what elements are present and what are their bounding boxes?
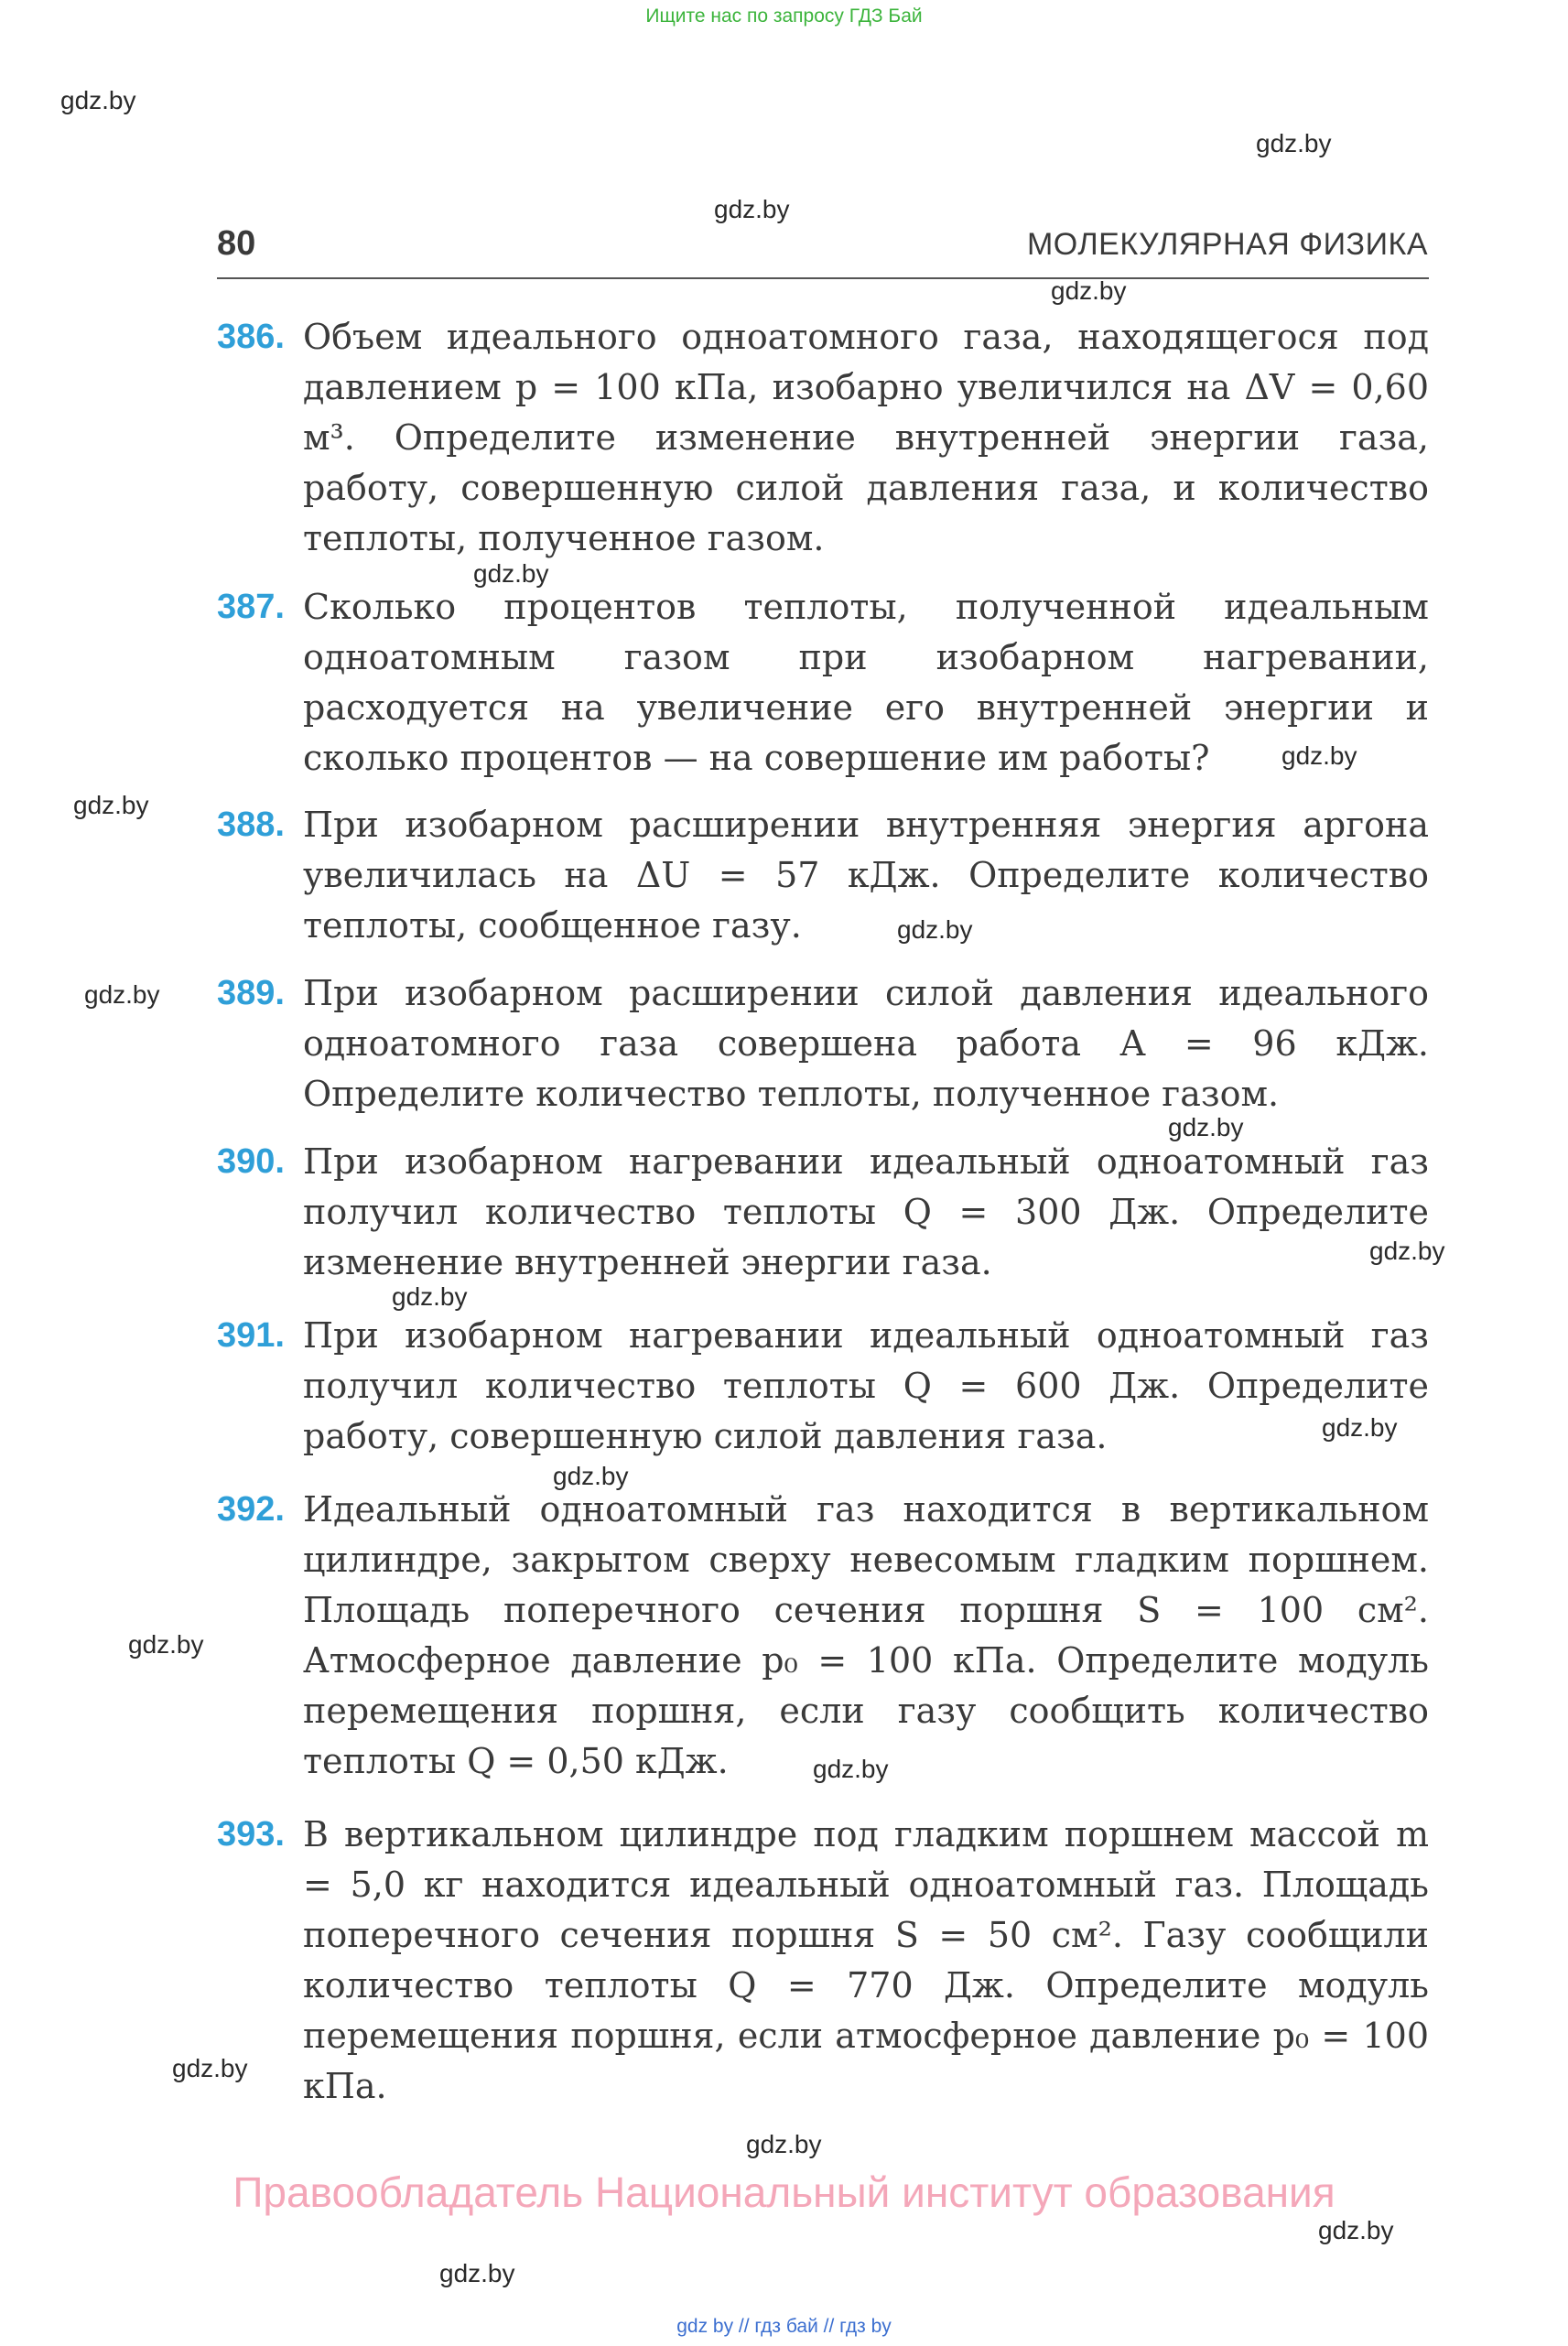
watermark: gdz.by [128, 1630, 204, 1659]
watermark: gdz.by [897, 915, 973, 944]
problem-number: 393. [217, 1815, 285, 1854]
problem-number: 388. [217, 805, 285, 844]
problem-number: 392. [217, 1490, 285, 1529]
section-title: МОЛЕКУЛЯРНАЯ ФИЗИКА [1026, 227, 1428, 262]
problem-389 [217, 968, 1429, 1119]
page-number: 80 [217, 224, 256, 263]
watermark: gdz.by [553, 1462, 629, 1490]
top-banner[interactable]: Ищите нас по запросу ГДЗ Бай [645, 5, 923, 27]
watermark: gdz.by [60, 86, 136, 114]
problem-number: 387. [217, 588, 285, 626]
watermark: gdz.by [1318, 2216, 1394, 2244]
problem-number: 386. [217, 318, 285, 356]
watermark: gdz.by [172, 2054, 248, 2082]
watermark: gdz.by [84, 980, 160, 1009]
watermark: gdz.by [1051, 276, 1127, 305]
watermark: gdz.by [392, 1282, 468, 1311]
problem-number: 390. [217, 1142, 285, 1181]
problem-386 [217, 312, 1429, 564]
problem-text: Объем идеального одноатомного газа, находящегося под давлением p = 100 кПа, изобарно увеличился на ΔV = 0,60 м³. Определите изменение внутренней энергии газа, работу, совершенную силой давления газа, и количество теплоты, полученное газом. [303, 317, 1429, 558]
watermark: gdz.by [1168, 1113, 1244, 1141]
rights-holder-notice: Правообладатель Национальный институт образования [232, 2168, 1336, 2216]
problem-391 [217, 1311, 1429, 1462]
watermark: gdz.by [1281, 741, 1357, 770]
watermark: gdz.by [439, 2259, 515, 2287]
problem-393 [217, 1810, 1429, 2112]
watermark: gdz.by [1369, 1237, 1445, 1265]
watermark: gdz.by [73, 791, 149, 819]
watermark: gdz.by [746, 2130, 822, 2158]
problem-text: При изобарном нагревании идеальный одноатомный газ получил количество теплоты Q = 600 Дж. Определите работу, совершенную силой давления газа. [303, 1315, 1429, 1456]
problem-390 [217, 1137, 1429, 1288]
problem-text: При изобарном расширении внутренняя энергия аргона увеличилась на ΔU = 57 кДж. Определите количество теплоты, сообщенное газу. [303, 805, 1429, 946]
watermark: gdz.by [714, 195, 790, 223]
watermark: gdz.by [473, 559, 549, 588]
problem-388 [217, 800, 1429, 951]
watermark: gdz.by [1256, 129, 1332, 157]
problem-number: 389. [217, 974, 285, 1012]
problem-392 [217, 1485, 1429, 1787]
problem-text: Сколько процентов теплоты, полученной идеальным одноатомным газом при изобарном нагревании, расходуется на увеличение его внутренней энергии и сколько процентов — на совершение им работы? [303, 587, 1429, 778]
problem-text: При изобарном расширении силой давления идеального одноатомного газа совершена работа A = 96 кДж. Определите количество теплоты, полученное газом. [303, 973, 1429, 1114]
problem-number: 391. [217, 1316, 285, 1355]
problem-387 [217, 582, 1429, 784]
problem-text: Идеальный одноатомный газ находится в вертикальном цилиндре, закрытом сверху невесомым гладким поршнем. Площадь поперечного сечения поршня S = 100 см². Атмосферное давление p₀ = 100 кПа. Определите модуль перемещения поршня, если газу сообщить количество теплоты Q = 0,50 кДж. [303, 1489, 1429, 1781]
problem-text: При изобарном нагревании идеальный одноатомный газ получил количество теплоты Q = 300 Дж. Определите изменение внутренней энергии газа. [303, 1141, 1429, 1282]
watermark: gdz.by [1322, 1413, 1398, 1442]
problem-text: В вертикальном цилиндре под гладким поршнем массой m = 5,0 кг находится идеальный одноатомный газ. Площадь поперечного сечения поршня S = 50 см². Газу сообщили количество теплоты Q = 770 Дж. Определите модуль перемещения поршня, если атмосферное давление p₀ = 100 кПа. [303, 1814, 1429, 2106]
header-divider [217, 277, 1429, 279]
bottom-links[interactable]: gdz by // гдз бай // гдз by [676, 2316, 892, 2337]
watermark: gdz.by [813, 1755, 889, 1783]
